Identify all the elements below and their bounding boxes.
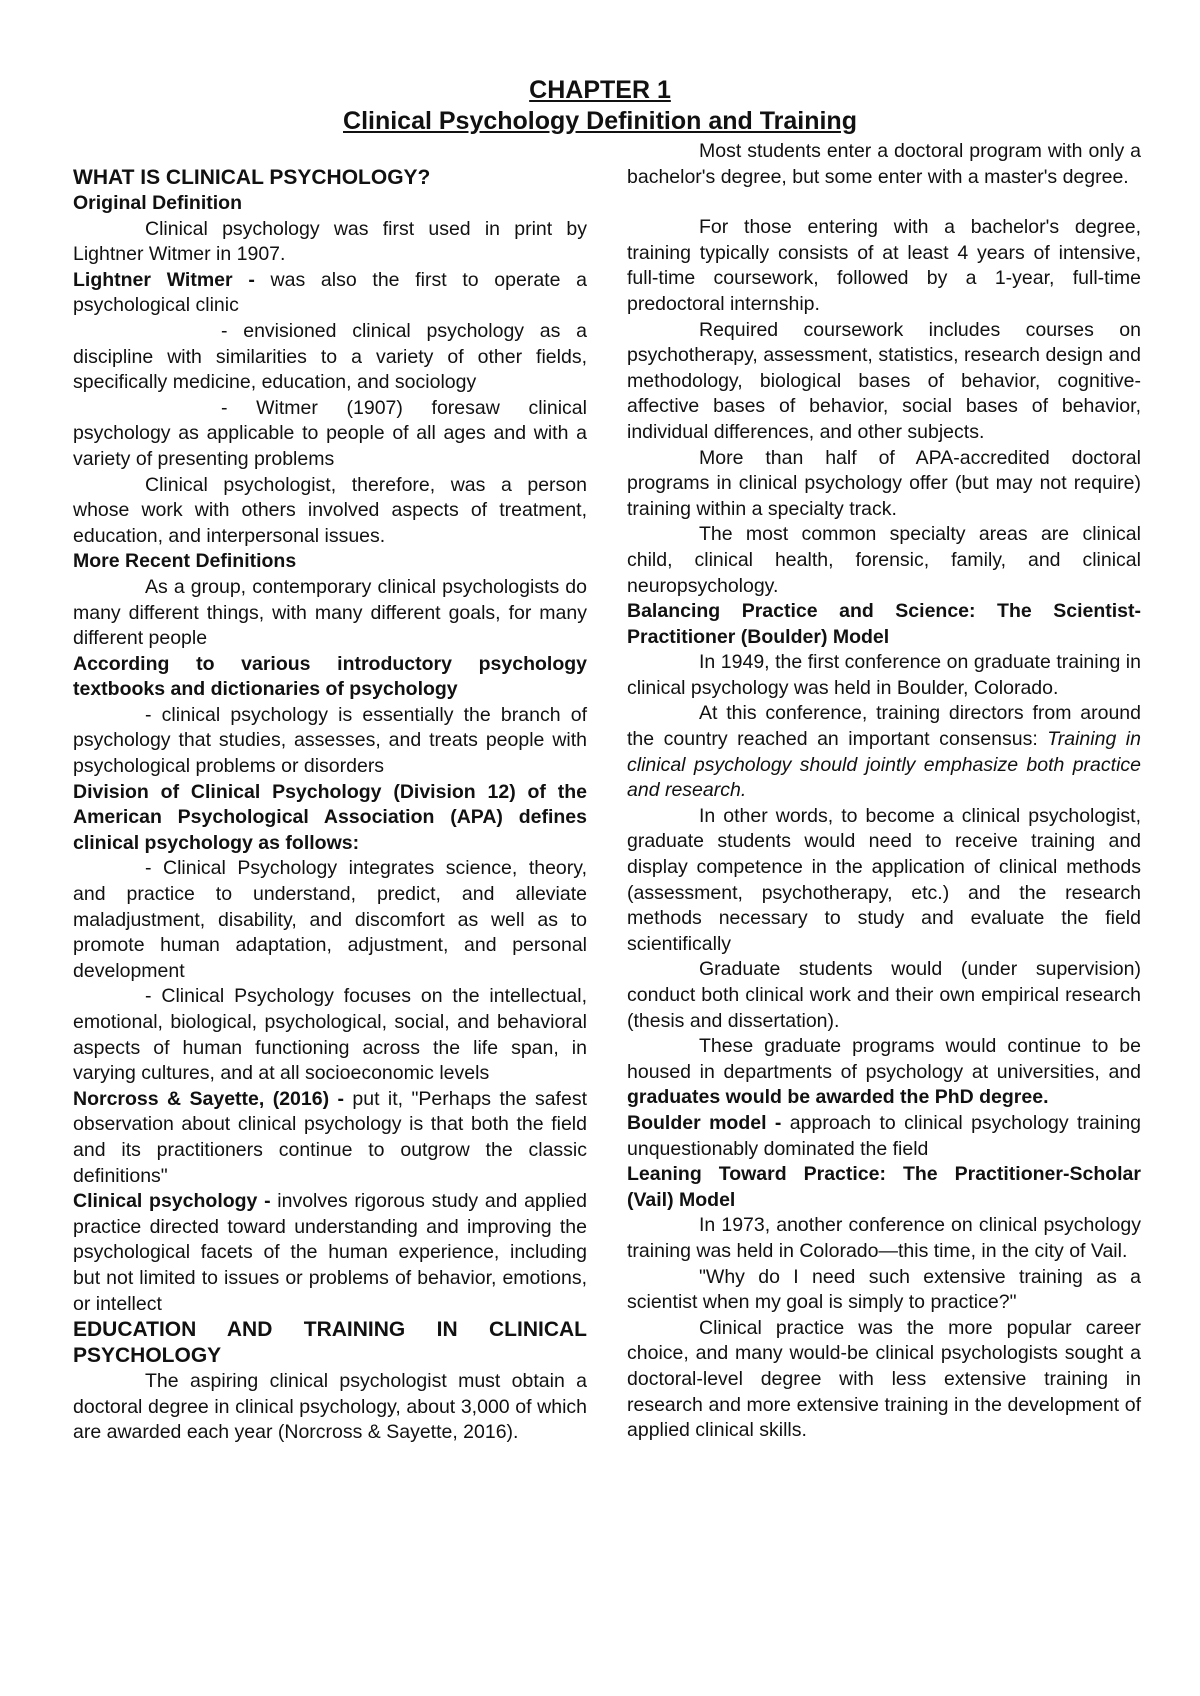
left-column — [73, 165, 587, 1446]
paragraph: In other words, to become a clinical psychologist, graduate students would need to receive training and display competence in the application of clinical methods (assessment, psychotherapy, etc.) and the research methods necessary to study and evaluate the field scientifically — [627, 804, 1141, 955]
definition-text: was also the first to operate a psychological clinic — [73, 268, 588, 317]
paragraph: - Clinical Psychology integrates science, theory, and practice to understand, predict, and alleviate maladjustment, disability, and discomfort as well as to promote human adaptation, adjustment, and personal development — [73, 857, 587, 982]
section-heading-what-is: WHAT IS CLINICAL PSYCHOLOGY? — [73, 166, 431, 189]
paragraph: Most students enter a doctoral program with only a bachelor's degree, but some enter with a master's degree. — [627, 140, 1141, 188]
paragraph: More than half of APA-accredited doctoral programs in clinical psychology offer (but may not require) training within a specialty track. — [627, 446, 1141, 520]
section-heading-education: EDUCATION AND TRAINING IN CLINICAL PSYCHOLOGY — [73, 1318, 587, 1368]
definition-text: involves rigorous study and applied practice directed toward understanding and improving the psychological facets of the human experience, including but not limited to issues or problems of behavior, emotions, or intellect — [73, 1190, 587, 1315]
page-title: Clinical Psychology Definition and Training — [343, 107, 857, 135]
right-column — [627, 139, 1141, 1444]
paragraph: Graduate students would (under supervision) conduct both clinical work and their own empirical research (thesis and dissertation). — [627, 958, 1141, 1032]
paragraph-text: At this conference, training directors from around the country reached an important consensus: — [627, 702, 1141, 751]
bullet: - Witmer (1907) foresaw clinical psychology as applicable to people of all ages and with a variety of presenting problems — [73, 396, 587, 470]
chapter-label: CHAPTER 1 — [529, 76, 671, 104]
paragraph: The aspiring clinical psychologist must obtain a doctoral degree in clinical psychology, about 3,000 of which are awarded each year (Norcross & Sayette, 2016). — [73, 1370, 587, 1444]
subheading-boulder-model: Balancing Practice and Science: The Scientist-Practitioner (Boulder) Model — [627, 600, 1141, 648]
paragraph: Required coursework includes courses on psychotherapy, assessment, statistics, research design and methodology, biological bases of behavior, cognitive-affective bases of behavior, social bases of behavior, individual differences, and other subjects. — [627, 318, 1141, 443]
paragraph: For those entering with a bachelor's degree, training typically consists of at least 4 years of intensive, full-time coursework, followed by a 1-year, full-time predoctoral internship. — [627, 216, 1141, 315]
term: Lightner Witmer - — [73, 268, 271, 291]
subheading-original-definition: Original Definition — [73, 192, 242, 214]
subheading-vail-model: Leaning Toward Practice: The Practitioner-Scholar (Vail) Model — [627, 1163, 1141, 1211]
definition-text: put it, "Perhaps the safest observation about clinical psychology is that both the field and its practitioners continue to outgrow the classic definitions" — [73, 1087, 587, 1187]
paragraph-text: These graduate programs would continue to be housed in departments of psychology at universities, and — [627, 1035, 1141, 1083]
paragraph — [627, 1034, 1141, 1111]
definition-clinical-psychology — [73, 1189, 587, 1317]
paragraph: As a group, contemporary clinical psychologists do many different things, with many different goals, for many different people — [73, 575, 587, 650]
definition-text: approach to clinical psychology training unquestionably dominated the field — [627, 1111, 1142, 1160]
paragraph: Clinical psychology was first used in print by Lightner Witmer in 1907. — [73, 217, 587, 266]
subheading-recent-definitions: More Recent Definitions — [73, 550, 297, 573]
bold-text: graduates would be awarded the PhD degree. — [627, 1086, 1049, 1109]
paragraph: In 1973, another conference on clinical psychology training was held in Colorado—this time, in the city of Vail. — [627, 1214, 1141, 1262]
bullet: - envisioned clinical psychology as a discipline with similarities to a variety of other fields, specifically medicine, education, and sociology — [73, 319, 587, 394]
subheading-division-12: Division of Clinical Psychology (Division 12) of the American Psychological Association (APA) defines clinical psychology as follows: — [73, 780, 587, 854]
emphasis-text: Training in clinical psychology should jointly emphasize both practice and research. — [627, 728, 1141, 802]
quote: "Why do I need such extensive training as a scientist when my goal is simply to practice?" — [627, 1265, 1141, 1314]
definition-witmer — [73, 268, 587, 319]
definition-boulder-model — [627, 1111, 1141, 1162]
paragraph: Clinical psychologist, therefore, was a person whose work with others involved aspects of treatment, education, and interpersonal issues. — [73, 473, 587, 547]
term: Boulder model - — [627, 1111, 790, 1134]
definition-norcross — [73, 1087, 587, 1189]
paragraph: - Clinical Psychology focuses on the intellectual, emotional, biological, psychological, social, and behavioral aspects of human functioning across the life span, in varying cultures, and at all socioeconomic levels — [73, 985, 587, 1085]
subheading-textbooks: According to various introductory psychology textbooks and dictionaries of psychology — [73, 652, 587, 701]
paragraph: The most common specialty areas are clinical child, clinical health, forensic, family, and clinical neuropsychology. — [627, 523, 1141, 597]
term: Clinical psychology - — [73, 1190, 278, 1213]
paragraph: In 1949, the first conference on graduate training in clinical psychology was held in Boulder, Colorado. — [627, 651, 1141, 699]
paragraph-gap — [627, 190, 1141, 215]
paragraph: - clinical psychology is essentially the branch of psychology that studies, assesses, and treats people with psychological problems or disorders — [73, 703, 587, 778]
paragraph — [627, 701, 1141, 803]
paragraph: Clinical practice was the more popular career choice, and many would-be clinical psychologists sought a doctoral-level degree with less extensive training in research and more extensive training in the development of applied clinical skills. — [627, 1316, 1141, 1442]
term: Norcross & Sayette, (2016) - — [73, 1087, 353, 1110]
